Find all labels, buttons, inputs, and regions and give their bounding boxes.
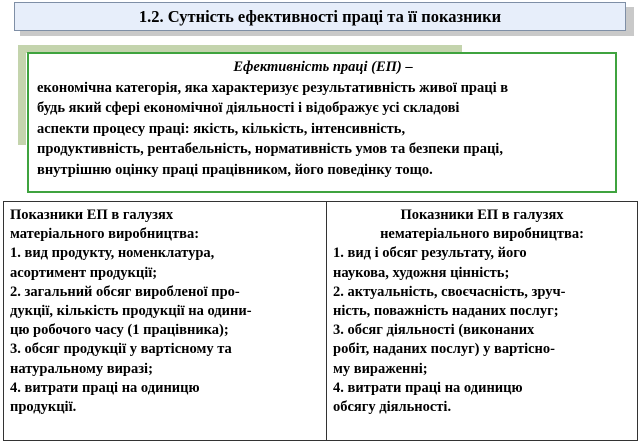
item-line: цю робочого часу (1 працівника); — [10, 322, 229, 339]
material-production-column — [4, 202, 327, 440]
list-item — [333, 283, 631, 321]
definition-text — [37, 78, 609, 181]
definition-shadow-left — [18, 45, 26, 145]
material-column-heading — [10, 206, 320, 244]
non-material-column-heading — [333, 206, 631, 244]
list-item — [10, 340, 320, 378]
item-line: робіт, наданих послуг) у вартісно- — [333, 341, 555, 358]
item-line: ність, поважність наданих послуг; — [333, 303, 559, 320]
item-line: 2. загальний обсяг виробленої про- — [10, 283, 240, 300]
list-item — [10, 283, 320, 341]
list-item — [333, 379, 631, 417]
heading-line: нематеріального виробництва: — [380, 226, 584, 243]
item-line: 4. витрати праці на одиницю — [333, 379, 523, 396]
definition-box — [27, 52, 617, 193]
item-line: 3. обсяг діяльності (виконаних — [333, 322, 535, 339]
item-line: 4. витрати праці на одиницю — [10, 379, 200, 396]
item-line: 3. обсяг продукції у вартісному та — [10, 341, 232, 358]
item-line: натуральному виразі; — [10, 360, 153, 377]
item-line: обсягу діяльності. — [333, 399, 452, 416]
item-line: асортимент продукції; — [10, 264, 158, 281]
non-material-production-column — [327, 202, 637, 440]
list-item — [333, 244, 631, 282]
item-line: му вираженні; — [333, 360, 428, 377]
definition-line: внутрішню оцінку праці працівником, його поведінку тощо. — [37, 161, 433, 178]
list-item — [10, 379, 320, 417]
slide-title: 1.2. Сутність ефективності праці та її показники — [138, 6, 502, 26]
definition-dash: – — [401, 59, 413, 75]
heading-line: Показники ЕП в галузях — [400, 207, 564, 223]
slide-title-box — [14, 2, 626, 31]
item-line: продукції. — [10, 399, 77, 416]
list-item — [333, 321, 631, 379]
list-item — [10, 244, 320, 282]
item-line: наукова, художня цінність; — [333, 264, 510, 281]
indicators-table — [3, 201, 638, 441]
definition-line: продуктивність, рентабельність, нормативність умов та безпеки праці, — [37, 141, 503, 157]
definition-line: будь який сфері економічної діяльності і відображує усі складові — [37, 100, 460, 116]
item-line: 1. вид і обсяг результату, його — [333, 245, 527, 262]
heading-line: матеріального виробництва: — [10, 226, 200, 243]
heading-line: Показники ЕП в галузях — [10, 207, 174, 223]
item-line: 2. актуальність, своєчасність, зруч- — [333, 283, 566, 300]
item-line: 1. вид продукту, номенклатура, — [10, 245, 215, 262]
definition-term-line — [37, 57, 609, 78]
definition-line: економічна категорія, яка характеризує результативність живої праці в — [37, 79, 509, 96]
item-line: дукції, кількість продукції на одини- — [10, 303, 252, 320]
definition-term: Ефективність праці (ЕП) — [233, 59, 402, 75]
definition-line: аспекти процесу праці: якість, кількість, інтенсивність, — [37, 120, 406, 137]
